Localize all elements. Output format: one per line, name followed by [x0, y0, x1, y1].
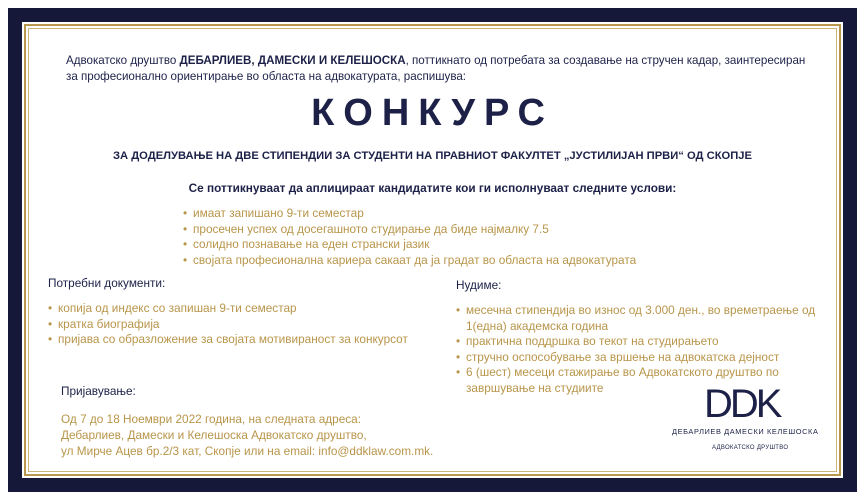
- documents-heading: Потребни документи:: [48, 276, 166, 290]
- list-item: • својата професионална кариера сакаат да ја градат во областа на адвокатурата: [183, 252, 637, 267]
- list-item: • копија од индекс со запишан 9-ти семестар: [48, 301, 297, 315]
- page-subtitle: ЗА ДОДЕЛУВАЊЕ НА ДВЕ СТИПЕНДИИ ЗА СТУДЕНТИ НА ПРАВНИОТ ФАКУЛТЕТ „ЈУСТИЛИЈАН ПРВИ“ ОД СКОПЈЕ: [113, 150, 752, 162]
- bullet-icon: •: [48, 332, 53, 347]
- list-item: • стручно оспособување за вршење на адвокатска дејност: [456, 349, 780, 364]
- intro-firm-name: ДЕБАРЛИЕВ, ДАМЕСКИ И КЕЛЕШОСКА: [179, 54, 406, 67]
- list-item: • просечен успех од досегашното студирање да биде најмалку 7.5: [183, 221, 549, 236]
- list-item: • 6 (шест) месеци стажирање во Адвокатското друштво по завршување на студиите: [456, 365, 779, 395]
- bullet-icon: •: [183, 237, 188, 252]
- application-line: ул Мирче Ацев бр.2/3 кат, Скопје или на email: info@ddklaw.com.mk.: [61, 444, 434, 458]
- intro-paragraph: [66, 53, 806, 85]
- bullet-icon: •: [456, 334, 461, 349]
- offers-heading: Нудиме:: [456, 278, 502, 292]
- list-item: • месечна стипендија во износ од 3.000 ден., во времетраење од 1(една) академска година: [456, 303, 816, 333]
- application-details: [61, 411, 433, 459]
- list-item: • имаат запишано 9-ти семестар: [183, 206, 364, 220]
- bullet-icon: •: [456, 303, 461, 317]
- ddk-logo: [670, 377, 850, 467]
- ddk-logo-mark: DDK: [704, 382, 780, 426]
- intro-suffix: , поттикнато од потребата за создавање на стручен кадар, заинтересиран за професионално ориентирање во областа на адвокатурата, распишува:: [66, 54, 806, 83]
- list-item: • пријава со образложение за својата мотивираност за конкурсот: [48, 332, 408, 347]
- documents-list: [48, 301, 408, 348]
- bullet-icon: •: [456, 365, 461, 380]
- intro-prefix: Адвокатско друштво: [66, 54, 180, 67]
- bullet-icon: •: [48, 301, 53, 315]
- page-title: КОНКУРС: [311, 92, 554, 134]
- application-heading: Пријавување:: [61, 384, 136, 398]
- bullet-icon: •: [183, 252, 188, 267]
- bullet-icon: •: [48, 316, 53, 331]
- bullet-icon: •: [183, 221, 188, 236]
- list-item: • кратка биографија: [48, 316, 160, 331]
- list-item: • практична поддршка во текот на студирањето: [456, 334, 719, 349]
- call-to-apply: Се поттикнуваат да аплицираат кандидатите кои ги исполнуваат следните услови:: [188, 181, 677, 195]
- bullet-icon: •: [456, 349, 461, 364]
- list-item: • солидно познавање на еден странски јазик: [183, 237, 430, 252]
- bullet-icon: •: [183, 206, 188, 220]
- conditions-list: [183, 206, 636, 268]
- application-line: Од 7 до 18 Ноември 2022 година, на следната адреса:: [61, 412, 362, 426]
- logo-subtitle: АДВОКАТСКО ДРУШТВО: [712, 445, 789, 451]
- logo-firm-name: ДЕБАРЛИЕВ ДАМЕСКИ КЕЛЕШОСКА: [672, 427, 819, 436]
- application-line: Дебарлиев, Дамески и Келешоска Адвокатско друштво,: [61, 428, 367, 442]
